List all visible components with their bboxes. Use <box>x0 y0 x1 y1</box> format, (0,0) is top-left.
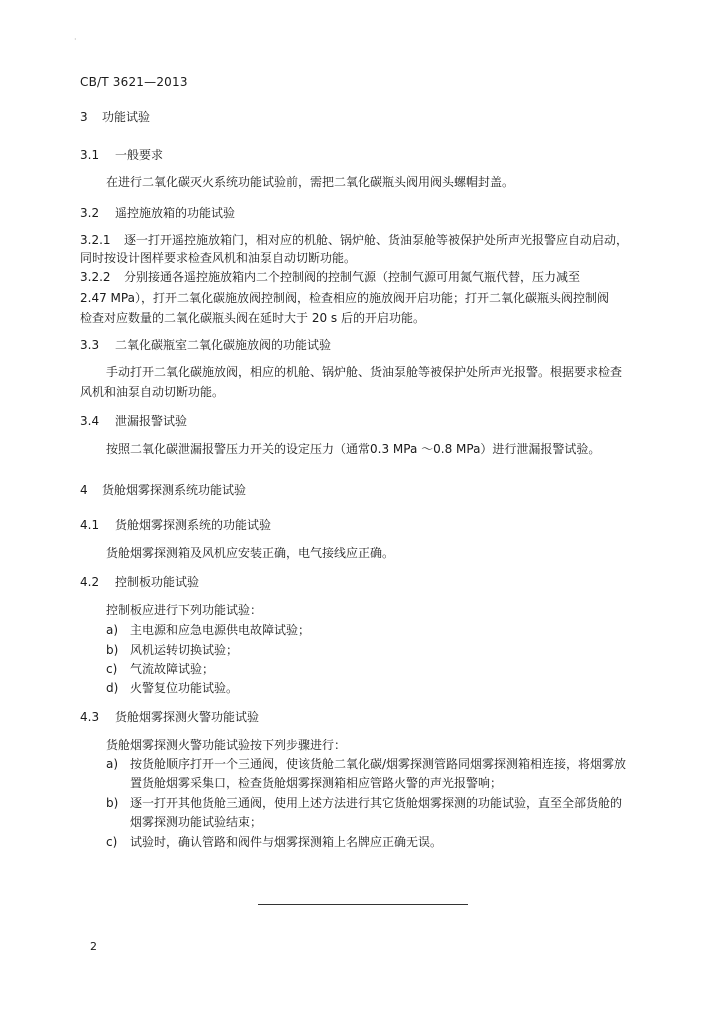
section-3-2-2-line-2: 2.47 MPa），打开二氧化碳施放阀控制阀，检查相应的施放阀开启功能；打开二氧化碳瓶头阀控制阀 <box>80 291 609 305</box>
section-3-2-1-line-2: 同时按设计图样要求检查风机和油泵自动切断功能。 <box>80 251 357 265</box>
list-item-continuation: 烟雾探测功能试验结束； <box>130 815 263 829</box>
section-4-1-text: 货舱烟雾探测箱及风机应安装正确，电气接线应正确。 <box>106 546 395 560</box>
page-number: 2 <box>90 940 97 953</box>
list-item: c) 试验时，确认管路和阀件与烟雾探测箱上名牌应正确无误。 <box>106 835 443 849</box>
list-item: a) 按货舱顺序打开一个三通阀，使该货舱二氧化碳/烟雾探测管路同烟雾探测箱相连接，将烟雾放 <box>106 757 627 771</box>
section-3-2-heading: 3.2 遥控施放箱的功能试验 <box>80 206 236 220</box>
section-3-3-heading: 3.3 二氧化碳瓶室二氧化碳施放阀的功能试验 <box>80 338 332 352</box>
section-4-heading: 4 货舱烟雾探测系统功能试验 <box>80 483 247 497</box>
standard-code-header: CB/T 3621—2013 <box>80 75 188 89</box>
list-item: a) 主电源和应急电源供电故障试验； <box>106 623 311 637</box>
section-3-4-heading: 3.4 泄漏报警试验 <box>80 414 188 428</box>
list-item: b) 风机运转切换试验； <box>106 643 239 657</box>
section-3-4-text: 按照二氧化碳泄漏报警压力开关的设定压力（通常0.3 MPa ～0.8 MPa）进行泄漏报警试验。 <box>106 442 601 456</box>
end-of-text-rule <box>258 904 468 905</box>
section-3-2-1-line-1: 3.2.1 逐一打开遥控施放箱门，相对应的机舱、锅炉舱、货油泵舱等被保护处所声光报警应自动启动， <box>80 233 629 247</box>
section-4-2-intro: 控制板应进行下列功能试验： <box>106 603 263 617</box>
section-3-2-2-line-3: 检查对应数量的二氧化碳瓶头阀在延时大于 20 s 后的开启功能。 <box>80 311 425 325</box>
section-3-3-line-2: 风机和油泵自动切断功能。 <box>80 385 225 399</box>
section-4-3-intro: 货舱烟雾探测火警功能试验按下列步骤进行： <box>106 738 347 752</box>
section-4-2-heading: 4.2 控制板功能试验 <box>80 575 200 589</box>
list-item: c) 气流故障试验； <box>106 662 215 676</box>
list-item: d) 火警复位功能试验。 <box>106 681 239 695</box>
section-4-1-heading: 4.1 货舱烟雾探测系统的功能试验 <box>80 518 272 532</box>
list-item: b) 逐一打开其他货舱三通阀，使用上述方法进行其它货舱烟雾探测的功能试验，直至全部货舱的 <box>106 796 623 810</box>
section-3-heading: 3 功能试验 <box>80 110 151 124</box>
section-3-1-heading: 3.1 一般要求 <box>80 148 164 162</box>
section-3-2-2-line-1: 3.2.2 分别接通各遥控施放箱内二个控制阀的控制气源（控制气源可用氮气瓶代替，压力减至 <box>80 270 581 284</box>
section-3-1-text: 在进行二氧化碳灭火系统功能试验前，需把二氧化碳瓶头阀用阀头螺帽封盖。 <box>106 175 515 189</box>
list-item-continuation: 置货舱烟雾采集口，检查货舱烟雾探测箱相应管路火警的声光报警响； <box>130 776 503 790</box>
section-4-3-heading: 4.3 货舱烟雾探测火警功能试验 <box>80 710 260 724</box>
scan-speck: · <box>74 35 77 44</box>
section-3-3-line-1: 手动打开二氧化碳施放阀，相应的机舱、锅炉舱、货油泵舱等被保护处所声光报警。根据要求检查 <box>106 365 623 379</box>
